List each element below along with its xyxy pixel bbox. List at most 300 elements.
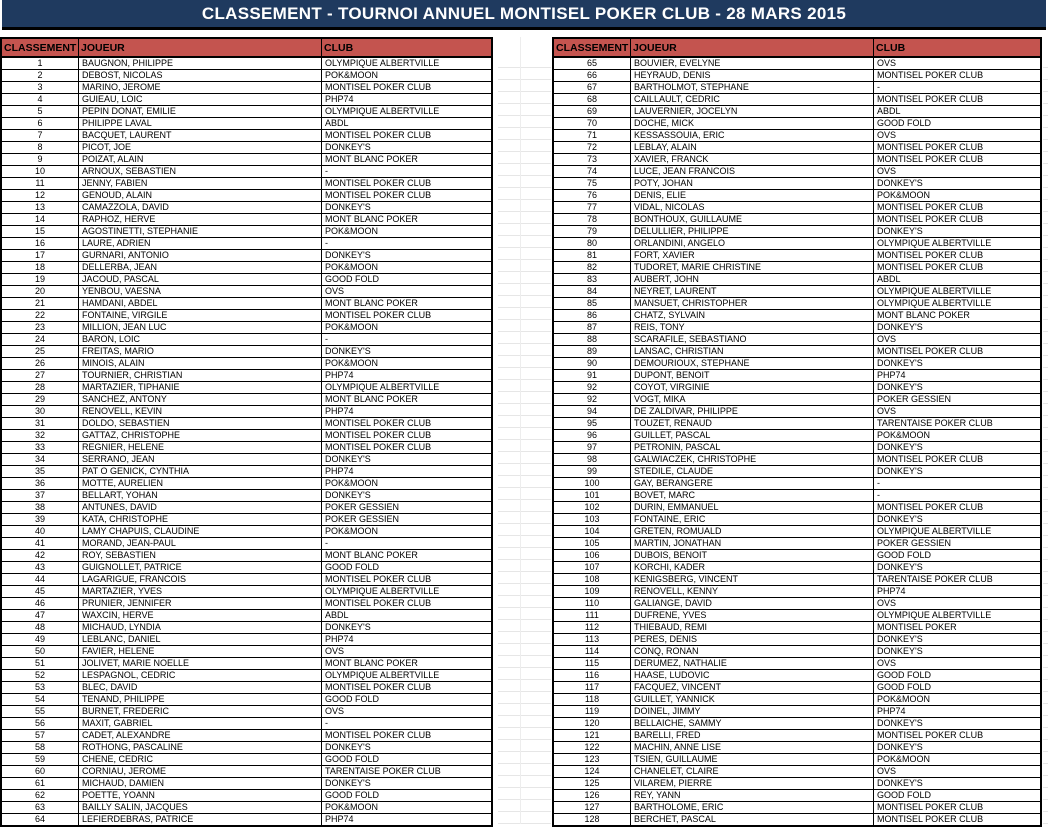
rank-cell: 13: [1, 202, 79, 214]
table-row: [553, 682, 1041, 694]
player-cell: CAILLAULT, CEDRIC: [631, 94, 874, 106]
rank-cell: 38: [1, 502, 79, 514]
player-cell: DOLDO, SEBASTIEN: [79, 418, 322, 430]
club-cell: PHP74: [322, 370, 493, 382]
player-cell: MARTAZIER, TIPHANIE: [79, 382, 322, 394]
club-cell: OVS: [874, 334, 1042, 346]
player-cell: BELLAICHE, SAMMY: [631, 718, 874, 730]
table-row: [1, 670, 492, 682]
player-cell: STEDILE, CLAUDE: [631, 466, 874, 478]
player-cell: FACQUEZ, VINCENT: [631, 682, 874, 694]
table-row: [1, 226, 492, 238]
table-row: [553, 166, 1041, 178]
table-row: [1, 802, 492, 814]
rank-cell: 64: [1, 814, 79, 827]
table-row: [553, 778, 1041, 790]
player-cell: DOCHE, MICK: [631, 118, 874, 130]
player-cell: DENIS, ELIE: [631, 190, 874, 202]
table-row: [553, 190, 1041, 202]
player-cell: NEYRET, LAURENT: [631, 286, 874, 298]
rank-cell: 95: [553, 418, 631, 430]
player-cell: LEBLAY, ALAIN: [631, 142, 874, 154]
rank-cell: 44: [1, 574, 79, 586]
club-cell: ABDL: [874, 106, 1042, 118]
rank-cell: 32: [1, 430, 79, 442]
player-cell: HAMDANI, ABDEL: [79, 298, 322, 310]
rank-cell: 105: [553, 538, 631, 550]
table-row: [553, 178, 1041, 190]
rank-cell: 119: [553, 706, 631, 718]
table-row: [1, 538, 492, 550]
club-cell: OLYMPIQUE ALBERTVILLE: [322, 57, 493, 70]
rank-cell: 103: [553, 514, 631, 526]
table-row: [553, 466, 1041, 478]
rank-cell: 46: [1, 598, 79, 610]
table-row: [1, 322, 492, 334]
rank-cell: 9: [1, 154, 79, 166]
club-cell: OVS: [874, 166, 1042, 178]
table-row: [1, 634, 492, 646]
club-cell: DONKEY'S: [874, 562, 1042, 574]
rank-cell: 49: [1, 634, 79, 646]
table-row: [553, 754, 1041, 766]
rank-cell: 75: [553, 178, 631, 190]
rank-cell: 24: [1, 334, 79, 346]
club-cell: MONT BLANC POKER: [322, 154, 493, 166]
club-cell: MONTISEL POKER CLUB: [322, 82, 493, 94]
player-cell: GUILLET, PASCAL: [631, 430, 874, 442]
rank-cell: 89: [553, 346, 631, 358]
table-row: [553, 502, 1041, 514]
club-cell: DONKEY'S: [874, 634, 1042, 646]
rank-cell: 111: [553, 610, 631, 622]
club-cell: OVS: [322, 646, 493, 658]
rank-cell: 92: [553, 382, 631, 394]
club-cell: DONKEY'S: [874, 382, 1042, 394]
player-cell: FORT, XAVIER: [631, 250, 874, 262]
gap-column-line: [520, 37, 521, 824]
club-cell: OVS: [874, 766, 1042, 778]
player-cell: SANCHEZ, ANTONY: [79, 394, 322, 406]
club-cell: OLYMPIQUE ALBERTVILLE: [874, 238, 1042, 250]
rank-cell: 117: [553, 682, 631, 694]
table-row: [1, 682, 492, 694]
table-row: [1, 118, 492, 130]
table-row: [553, 598, 1041, 610]
player-cell: FREITAS, MARIO: [79, 346, 322, 358]
table-row: [1, 310, 492, 322]
club-cell: DONKEY'S: [322, 622, 493, 634]
rank-cell: 123: [553, 754, 631, 766]
table-row: [1, 742, 492, 754]
rank-cell: 58: [1, 742, 79, 754]
club-cell: POK&MOON: [322, 358, 493, 370]
club-cell: OVS: [874, 57, 1042, 70]
player-cell: KESSASSOUIA, ERIC: [631, 130, 874, 142]
club-cell: OLYMPIQUE ALBERTVILLE: [322, 586, 493, 598]
player-cell: MARINO, JEROME: [79, 82, 322, 94]
player-cell: DURIN, EMMANUEL: [631, 502, 874, 514]
club-cell: OVS: [874, 130, 1042, 142]
player-cell: BARELLI, FRED: [631, 730, 874, 742]
rank-cell: 85: [553, 298, 631, 310]
club-cell: PHP74: [322, 466, 493, 478]
table-row: [553, 550, 1041, 562]
right-margin-gridlines: [1043, 56, 1048, 824]
rank-cell: 108: [553, 574, 631, 586]
rank-cell: 79: [553, 226, 631, 238]
club-cell: -: [874, 478, 1042, 490]
rank-cell: 50: [1, 646, 79, 658]
table-row: [1, 394, 492, 406]
player-cell: PEPIN DONAT, EMILIE: [79, 106, 322, 118]
table-row: [553, 622, 1041, 634]
table-row: [553, 106, 1041, 118]
player-cell: THIEBAUD, REMI: [631, 622, 874, 634]
player-cell: LESPAGNOL, CEDRIC: [79, 670, 322, 682]
rank-cell: 80: [553, 238, 631, 250]
table-row: [1, 214, 492, 226]
player-cell: MAXIT, GABRIEL: [79, 718, 322, 730]
club-cell: POKER GESSIEN: [322, 514, 493, 526]
club-cell: DONKEY'S: [322, 346, 493, 358]
club-cell: MONT BLANC POKER: [322, 394, 493, 406]
rank-cell: 65: [553, 57, 631, 70]
player-cell: BACQUET, LAURENT: [79, 130, 322, 142]
rank-cell: 94: [553, 406, 631, 418]
table-row: [553, 262, 1041, 274]
player-cell: MARTAZIER, YVES: [79, 586, 322, 598]
club-cell: OVS: [874, 406, 1042, 418]
table-row: [1, 706, 492, 718]
rank-cell: 91: [553, 370, 631, 382]
table-row: [1, 586, 492, 598]
player-cell: GRETEN, ROMUALD: [631, 526, 874, 538]
player-cell: ORLANDINI, ANGELO: [631, 238, 874, 250]
club-cell: GOOD FOLD: [322, 274, 493, 286]
table-row: [1, 382, 492, 394]
club-cell: MONTISEL POKER CLUB: [322, 130, 493, 142]
club-cell: GOOD FOLD: [322, 790, 493, 802]
table-row: [1, 202, 492, 214]
header-joueur: JOUEUR: [631, 38, 874, 57]
club-cell: MONTISEL POKER CLUB: [322, 598, 493, 610]
player-cell: LAGARIGUE, FRANCOIS: [79, 574, 322, 586]
ranking-table-left: [0, 37, 493, 827]
player-cell: REIS, TONY: [631, 322, 874, 334]
rank-cell: 33: [1, 442, 79, 454]
table-row: [1, 814, 492, 827]
table-row: [553, 562, 1041, 574]
club-cell: PHP74: [874, 706, 1042, 718]
player-cell: GENOUD, ALAIN: [79, 190, 322, 202]
club-cell: GOOD FOLD: [874, 790, 1042, 802]
player-cell: BAILLY SALIN, JACQUES: [79, 802, 322, 814]
table-row: [553, 274, 1041, 286]
player-cell: CHENE, CEDRIC: [79, 754, 322, 766]
club-cell: DONKEY'S: [874, 178, 1042, 190]
player-cell: DUFRENE, YVES: [631, 610, 874, 622]
club-cell: PHP74: [874, 586, 1042, 598]
table-row: [553, 430, 1041, 442]
table-row: [1, 346, 492, 358]
table-row: [553, 57, 1041, 70]
table-row: [553, 586, 1041, 598]
club-cell: -: [322, 718, 493, 730]
club-cell: MONTISEL POKER CLUB: [874, 250, 1042, 262]
rank-cell: 125: [553, 778, 631, 790]
rank-cell: 34: [1, 454, 79, 466]
player-cell: REY, YANN: [631, 790, 874, 802]
club-cell: MONTISEL POKER CLUB: [322, 430, 493, 442]
player-cell: HAASE, LUDOVIC: [631, 670, 874, 682]
rank-cell: 112: [553, 622, 631, 634]
rank-cell: 35: [1, 466, 79, 478]
player-cell: RENOVELL, KENNY: [631, 586, 874, 598]
rank-cell: 18: [1, 262, 79, 274]
table-row: [1, 370, 492, 382]
club-cell: DONKEY'S: [322, 778, 493, 790]
rank-cell: 12: [1, 190, 79, 202]
club-cell: OVS: [874, 658, 1042, 670]
club-cell: GOOD FOLD: [322, 694, 493, 706]
player-cell: RAPHOZ, HERVE: [79, 214, 322, 226]
table-row: [1, 82, 492, 94]
player-cell: POTY, JOHAN: [631, 178, 874, 190]
rank-cell: 96: [553, 430, 631, 442]
table-row: [1, 562, 492, 574]
club-cell: MONTISEL POKER CLUB: [322, 442, 493, 454]
club-cell: MONTISEL POKER CLUB: [322, 730, 493, 742]
club-cell: -: [322, 166, 493, 178]
table-row: [553, 478, 1041, 490]
rank-cell: 122: [553, 742, 631, 754]
club-cell: POK&MOON: [322, 802, 493, 814]
rank-cell: 126: [553, 790, 631, 802]
player-cell: GUIEAU, LOIC: [79, 94, 322, 106]
player-cell: KATA, CHRISTOPHE: [79, 514, 322, 526]
player-cell: LAMY CHAPUIS, CLAUDINE: [79, 526, 322, 538]
rank-cell: 42: [1, 550, 79, 562]
player-cell: BELLART, YOHAN: [79, 490, 322, 502]
table-row: [1, 358, 492, 370]
table-row: [553, 706, 1041, 718]
club-cell: TARENTAISE POKER CLUB: [874, 418, 1042, 430]
table-row: [553, 802, 1041, 814]
player-cell: SCARAFILE, SEBASTIANO: [631, 334, 874, 346]
player-cell: GALIANGE, DAVID: [631, 598, 874, 610]
rank-cell: 67: [553, 82, 631, 94]
player-cell: MILLION, JEAN LUC: [79, 322, 322, 334]
table-row: [1, 418, 492, 430]
rank-cell: 82: [553, 262, 631, 274]
club-cell: TARENTAISE POKER CLUB: [874, 574, 1042, 586]
rank-cell: 71: [553, 130, 631, 142]
rank-cell: 2: [1, 70, 79, 82]
club-cell: TARENTAISE POKER CLUB: [322, 766, 493, 778]
player-cell: FONTAINE, VIRGILE: [79, 310, 322, 322]
rank-cell: 114: [553, 646, 631, 658]
rank-cell: 59: [1, 754, 79, 766]
rank-cell: 98: [553, 454, 631, 466]
player-cell: GATTAZ, CHRISTOPHE: [79, 430, 322, 442]
club-cell: MONTISEL POKER CLUB: [874, 214, 1042, 226]
table-row: [1, 730, 492, 742]
player-cell: RENOVELL, KEVIN: [79, 406, 322, 418]
table-row: [553, 718, 1041, 730]
table-row: [1, 526, 492, 538]
club-cell: POK&MOON: [322, 478, 493, 490]
table-row: [553, 154, 1041, 166]
player-cell: COYOT, VIRGINIE: [631, 382, 874, 394]
rank-cell: 77: [553, 202, 631, 214]
table-row: [1, 478, 492, 490]
player-cell: CAMAZZOLA, DAVID: [79, 202, 322, 214]
club-cell: OVS: [322, 706, 493, 718]
club-cell: POK&MOON: [874, 694, 1042, 706]
rank-cell: 109: [553, 586, 631, 598]
rank-cell: 124: [553, 766, 631, 778]
rank-cell: 83: [553, 274, 631, 286]
player-cell: XAVIER, FRANCK: [631, 154, 874, 166]
player-cell: BLEC, DAVID: [79, 682, 322, 694]
club-cell: MONTISEL POKER CLUB: [874, 154, 1042, 166]
club-cell: MONT BLANC POKER: [322, 298, 493, 310]
player-cell: PERES, DENIS: [631, 634, 874, 646]
player-cell: TENAND, PHILIPPE: [79, 694, 322, 706]
table-row: [553, 454, 1041, 466]
rank-cell: 121: [553, 730, 631, 742]
table-row: [1, 70, 492, 82]
player-cell: MORAND, JEAN-PAUL: [79, 538, 322, 550]
club-cell: MONTISEL POKER CLUB: [322, 418, 493, 430]
player-cell: AUBERT, JOHN: [631, 274, 874, 286]
club-cell: POK&MOON: [322, 322, 493, 334]
header-row: [553, 38, 1041, 57]
table-row: [1, 466, 492, 478]
rank-cell: 100: [553, 478, 631, 490]
player-cell: GURNARI, ANTONIO: [79, 250, 322, 262]
player-cell: LANSAC, CHRISTIAN: [631, 346, 874, 358]
rank-cell: 48: [1, 622, 79, 634]
club-cell: OLYMPIQUE ALBERTVILLE: [874, 610, 1042, 622]
table-row: [553, 130, 1041, 142]
club-cell: DONKEY'S: [322, 202, 493, 214]
header-classement: CLASSEMENT: [1, 38, 79, 57]
club-cell: MONTISEL POKER CLUB: [874, 814, 1042, 827]
player-cell: POETTE, YOANN: [79, 790, 322, 802]
club-cell: DONKEY'S: [874, 322, 1042, 334]
club-cell: ABDL: [322, 610, 493, 622]
rank-cell: 7: [1, 130, 79, 142]
club-cell: -: [322, 334, 493, 346]
table-row: [553, 250, 1041, 262]
player-cell: PICOT, JOE: [79, 142, 322, 154]
rank-cell: 127: [553, 802, 631, 814]
rank-cell: 70: [553, 118, 631, 130]
rank-cell: 113: [553, 634, 631, 646]
rank-cell: 72: [553, 142, 631, 154]
player-cell: CADET, ALEXANDRE: [79, 730, 322, 742]
club-cell: DONKEY'S: [874, 646, 1042, 658]
table-row: [553, 730, 1041, 742]
club-cell: MONTISEL POKER CLUB: [874, 730, 1042, 742]
rank-cell: 56: [1, 718, 79, 730]
club-cell: POK&MOON: [322, 70, 493, 82]
player-cell: DELLERBA, JEAN: [79, 262, 322, 274]
club-cell: MONTISEL POKER CLUB: [874, 70, 1042, 82]
table-row: [1, 718, 492, 730]
rank-cell: 25: [1, 346, 79, 358]
table-row: [1, 550, 492, 562]
club-cell: PHP74: [322, 634, 493, 646]
rank-cell: 29: [1, 394, 79, 406]
club-cell: DONKEY'S: [322, 490, 493, 502]
club-cell: MONTISEL POKER CLUB: [322, 190, 493, 202]
rank-cell: 107: [553, 562, 631, 574]
club-cell: MONTISEL POKER CLUB: [874, 94, 1042, 106]
player-cell: HEYRAUD, DENIS: [631, 70, 874, 82]
player-cell: TUDORET, MARIE CHRISTINE: [631, 262, 874, 274]
table-row: [1, 754, 492, 766]
club-cell: -: [322, 538, 493, 550]
rank-cell: 15: [1, 226, 79, 238]
table-row: [553, 82, 1041, 94]
rank-cell: 86: [553, 310, 631, 322]
table-row: [553, 286, 1041, 298]
header-row: [1, 38, 492, 57]
table-row: [553, 394, 1041, 406]
rank-cell: 84: [553, 286, 631, 298]
table-row: [1, 646, 492, 658]
club-cell: GOOD FOLD: [322, 562, 493, 574]
table-row: [1, 130, 492, 142]
table-row: [553, 238, 1041, 250]
rank-cell: 45: [1, 586, 79, 598]
club-cell: OVS: [322, 286, 493, 298]
player-cell: VILAREM, PIERRE: [631, 778, 874, 790]
rank-cell: 120: [553, 718, 631, 730]
table-row: [1, 262, 492, 274]
rank-cell: 73: [553, 154, 631, 166]
rank-cell: 90: [553, 358, 631, 370]
player-cell: VOGT, MIKA: [631, 394, 874, 406]
rank-cell: 1: [1, 57, 79, 70]
player-cell: DUPONT, BENOIT: [631, 370, 874, 382]
rank-cell: 66: [553, 70, 631, 82]
player-cell: MINOIS, ALAIN: [79, 358, 322, 370]
club-cell: MONT BLANC POKER: [322, 550, 493, 562]
club-cell: OLYMPIQUE ALBERTVILLE: [874, 286, 1042, 298]
table-row: [1, 502, 492, 514]
club-cell: MONTISEL POKER CLUB: [874, 802, 1042, 814]
club-cell: OLYMPIQUE ALBERTVILLE: [322, 382, 493, 394]
club-cell: OLYMPIQUE ALBERTVILLE: [322, 670, 493, 682]
table-row: [553, 538, 1041, 550]
table-row: [553, 94, 1041, 106]
rank-cell: 62: [1, 790, 79, 802]
rank-cell: 10: [1, 166, 79, 178]
ranking-table-right: [552, 37, 1042, 827]
player-cell: MACHIN, ANNE LISE: [631, 742, 874, 754]
club-cell: GOOD FOLD: [874, 550, 1042, 562]
player-cell: DE ZALDIVAR, PHILIPPE: [631, 406, 874, 418]
rank-cell: 118: [553, 694, 631, 706]
rank-cell: 51: [1, 658, 79, 670]
gap-gridlines: [498, 56, 551, 824]
player-cell: KORCHI, KADER: [631, 562, 874, 574]
table-row: [553, 658, 1041, 670]
